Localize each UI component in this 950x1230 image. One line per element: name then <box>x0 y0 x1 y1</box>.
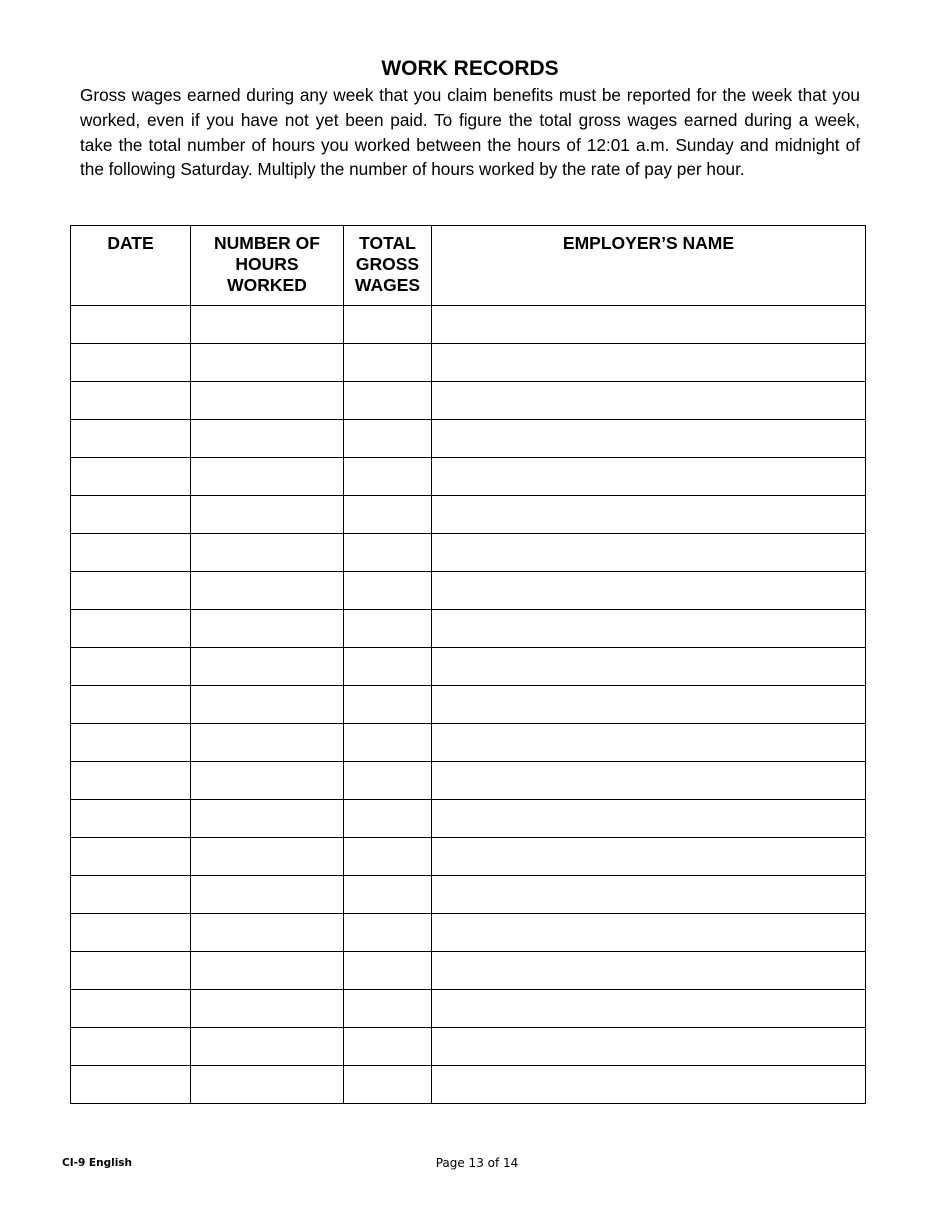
employer-name-cell[interactable] <box>432 686 866 724</box>
table-header-row <box>71 226 866 306</box>
gross-wages-cell[interactable] <box>344 458 432 496</box>
date-cell[interactable] <box>71 534 191 572</box>
hours-header-line: WORKED <box>227 275 307 295</box>
employer-name-cell[interactable] <box>432 1066 866 1104</box>
employer-name-cell[interactable] <box>432 496 866 534</box>
wages-header-line: WAGES <box>354 275 421 295</box>
employer-name-cell[interactable] <box>432 648 866 686</box>
employer-name-cell[interactable] <box>432 876 866 914</box>
table-row <box>71 1066 866 1104</box>
gross-wages-cell[interactable] <box>344 838 432 876</box>
hours-header-line: NUMBER OF <box>214 233 320 253</box>
hours-worked-cell[interactable] <box>191 382 344 420</box>
date-header-label: DATE <box>107 233 154 253</box>
table-row <box>71 344 866 382</box>
employer-name-cell[interactable] <box>432 458 866 496</box>
hours-worked-cell[interactable] <box>191 458 344 496</box>
table-row <box>71 534 866 572</box>
hours-worked-cell[interactable] <box>191 724 344 762</box>
gross-wages-cell[interactable] <box>344 1028 432 1066</box>
date-cell[interactable] <box>71 762 191 800</box>
hours-worked-cell[interactable] <box>191 1066 344 1104</box>
gross-wages-cell[interactable] <box>344 420 432 458</box>
employer-name-cell[interactable] <box>432 914 866 952</box>
employer-name-cell[interactable] <box>432 762 866 800</box>
gross-wages-cell[interactable] <box>344 990 432 1028</box>
table-row <box>71 420 866 458</box>
gross-wages-cell[interactable] <box>344 496 432 534</box>
employer-name-cell[interactable] <box>432 572 866 610</box>
hours-worked-cell[interactable] <box>191 990 344 1028</box>
table-row <box>71 306 866 344</box>
date-cell[interactable] <box>71 990 191 1028</box>
table-row <box>71 762 866 800</box>
hours-worked-cell[interactable] <box>191 952 344 990</box>
hours-worked-cell[interactable] <box>191 876 344 914</box>
table-row <box>71 876 866 914</box>
gross-wages-cell[interactable] <box>344 306 432 344</box>
wages-header-line: GROSS <box>355 254 420 274</box>
date-cell[interactable] <box>71 572 191 610</box>
employer-name-cell[interactable] <box>432 610 866 648</box>
table-row <box>71 496 866 534</box>
date-column-header <box>71 226 191 306</box>
date-cell[interactable] <box>71 306 191 344</box>
hours-worked-column-header <box>191 226 344 306</box>
hours-worked-cell[interactable] <box>191 648 344 686</box>
gross-wages-cell[interactable] <box>344 876 432 914</box>
hours-worked-cell[interactable] <box>191 762 344 800</box>
hours-worked-cell[interactable] <box>191 610 344 648</box>
table-row <box>71 572 866 610</box>
employer-name-cell[interactable] <box>432 800 866 838</box>
date-cell[interactable] <box>71 876 191 914</box>
table-row <box>71 382 866 420</box>
gross-wages-cell[interactable] <box>344 382 432 420</box>
hours-worked-cell[interactable] <box>191 838 344 876</box>
date-cell[interactable] <box>71 724 191 762</box>
gross-wages-cell[interactable] <box>344 572 432 610</box>
gross-wages-cell[interactable] <box>344 914 432 952</box>
table-body <box>71 306 866 1104</box>
table-row <box>71 990 866 1028</box>
gross-wages-cell[interactable] <box>344 686 432 724</box>
date-cell[interactable] <box>71 1028 191 1066</box>
hours-worked-cell[interactable] <box>191 496 344 534</box>
gross-wages-cell[interactable] <box>344 534 432 572</box>
date-cell[interactable] <box>71 838 191 876</box>
employer-name-cell[interactable] <box>432 990 866 1028</box>
date-cell[interactable] <box>71 914 191 952</box>
work-records-table <box>70 225 866 1104</box>
hours-header-line: HOURS <box>235 254 299 274</box>
date-cell[interactable] <box>71 382 191 420</box>
hours-worked-cell[interactable] <box>191 420 344 458</box>
gross-wages-cell[interactable] <box>344 344 432 382</box>
hours-worked-cell[interactable] <box>191 686 344 724</box>
hours-worked-cell[interactable] <box>191 800 344 838</box>
employer-name-cell[interactable] <box>432 306 866 344</box>
gross-wages-column-header <box>344 226 432 306</box>
date-cell[interactable] <box>71 686 191 724</box>
date-cell[interactable] <box>71 610 191 648</box>
hours-worked-cell[interactable] <box>191 914 344 952</box>
instructions-paragraph: Gross wages earned during any week that you claim benefits must be reported for the week that you worked, even if you have not yet been paid. To figure the total gross wages earned during a week, take the total number of hours you worked between the hours of 12:01 a.m. Sunday and midnight of the following Saturday. Multiply the number of hours worked by the rate of pay per hour. <box>80 85 860 180</box>
table-row <box>71 800 866 838</box>
gross-wages-cell[interactable] <box>344 800 432 838</box>
date-cell[interactable] <box>71 344 191 382</box>
table-row <box>71 724 866 762</box>
table-row <box>71 648 866 686</box>
employer-name-cell[interactable] <box>432 382 866 420</box>
employer-name-cell[interactable] <box>432 724 866 762</box>
table-row <box>71 952 866 990</box>
table-row <box>71 1028 866 1066</box>
date-cell[interactable] <box>71 952 191 990</box>
table-row <box>71 686 866 724</box>
gross-wages-cell[interactable] <box>344 1066 432 1104</box>
gross-wages-cell[interactable] <box>344 762 432 800</box>
date-cell[interactable] <box>71 496 191 534</box>
gross-wages-cell[interactable] <box>344 724 432 762</box>
hours-worked-cell[interactable] <box>191 1028 344 1066</box>
hours-worked-cell[interactable] <box>191 306 344 344</box>
date-cell[interactable] <box>71 800 191 838</box>
employer-name-cell[interactable] <box>432 838 866 876</box>
table-row <box>71 838 866 876</box>
employer-name-cell[interactable] <box>432 420 866 458</box>
wages-header-line: TOTAL <box>359 233 416 253</box>
gross-wages-cell[interactable] <box>344 648 432 686</box>
hours-worked-cell[interactable] <box>191 534 344 572</box>
table-row <box>71 610 866 648</box>
employer-name-cell[interactable] <box>432 952 866 990</box>
employer-name-cell[interactable] <box>432 344 866 382</box>
employer-name-column-header <box>432 226 866 306</box>
table-row <box>71 914 866 952</box>
employer-name-cell[interactable] <box>432 1028 866 1066</box>
table-row <box>71 458 866 496</box>
hours-worked-cell[interactable] <box>191 344 344 382</box>
gross-wages-cell[interactable] <box>344 610 432 648</box>
page-title: WORK RECORDS <box>381 57 559 80</box>
gross-wages-cell[interactable] <box>344 952 432 990</box>
page-number: Page 13 of 14 <box>435 1156 519 1170</box>
date-cell[interactable] <box>71 648 191 686</box>
employer-header-label: EMPLOYER’S NAME <box>562 233 735 253</box>
date-cell[interactable] <box>71 420 191 458</box>
employer-name-cell[interactable] <box>432 534 866 572</box>
date-cell[interactable] <box>71 458 191 496</box>
date-cell[interactable] <box>71 1066 191 1104</box>
form-id: CI-9 English <box>62 1157 133 1169</box>
hours-worked-cell[interactable] <box>191 572 344 610</box>
